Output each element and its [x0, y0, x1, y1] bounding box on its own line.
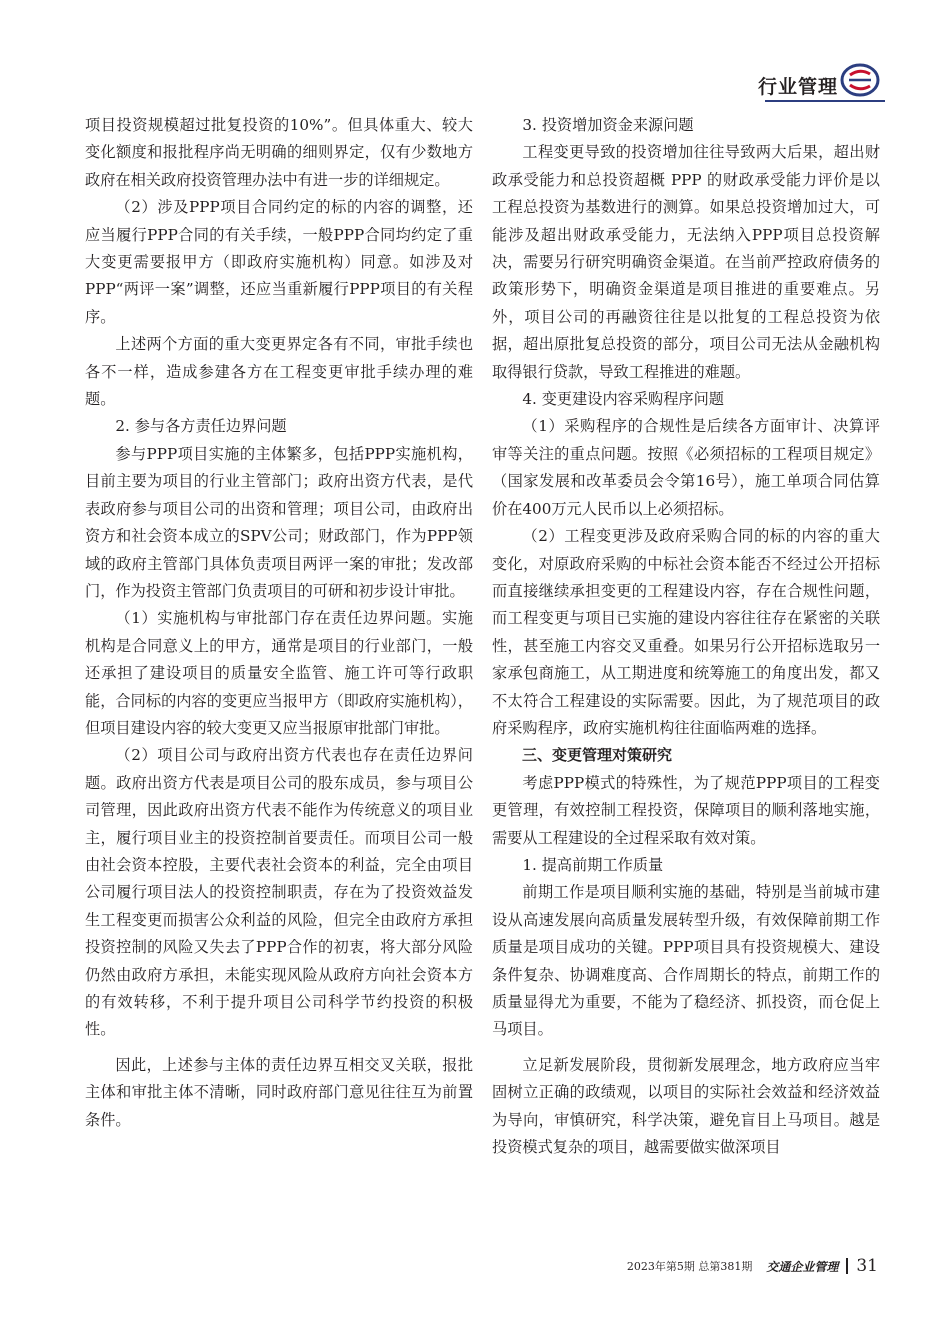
paragraph: （1）实施机构与审批部门存在责任边界问题。实施机构是合同意义上的甲方，通常是项目的行业部门，一般还承担了建设项目的质量安全监管、施工许可等行政职能，合同标的内容的变更应当报甲方（即政府实施机构），但项目建设内容的较大变更又应当报原审批部门审批。	[85, 609, 473, 737]
paragraph: 立足新发展阶段，贯彻新发展理念，地方政府应当牢固树立正确的政绩观，以项目的实际社会效益和经济效益为导向，审慎研究，科学决策，避免盲目上马项目。越是投资模式复杂的项目，越需要做实做深项目	[492, 1055, 880, 1157]
paragraph: 工程变更导致的投资增加往往导致两大后果，超出财政承受能力和总投资超概 PPP 的财政承受能力评价是以工程总投资为基数进行的测算。如果总投资增加过大，可能涉及超出财政承受能力，无法纳入PPP项目总投资解决，需要另行研究明确资金渠道。在当前严控政府债务的政策形势下，明确资金渠道是项目推进的重要难点。另外，项目公司的再融资往往是以批复的工程总投资为依据，超出原批复总投资的部分，项目公司无法从金融机构取得银行贷款，导致工程推进的难题。	[492, 143, 880, 381]
paragraph: （2）项目公司与政府出资方代表也存在责任边界问题。政府出资方代表是项目公司的股东成员，参与项目公司管理，因此政府出资方代表不能作为传统意义的项目业主，履行项目业主的投资控制首要责任。而项目公司一般由社会资本控股，主要代表社会资本的利益，完全由项目公司履行项目法人的投资控制职责，存在为了投资效益发生工程变更而损害公众利益的风险，但完全由政府方承担投资控制的风险又失去了PPP合作的初衷，将大部分风险仍然由政府方承担，未能实现风险从政府方向社会资本方的有效转移，不利于提升项目公司科学节约投资的积极性。	[85, 746, 473, 1039]
page-footer	[627, 1254, 878, 1278]
section-title: 行业管理	[757, 76, 838, 98]
subheading: 3. 投资增加资金来源问题	[522, 116, 694, 134]
paragraph: （2）涉及PPP项目合同约定的标的内容的调整，还应当履行PPP合同的有关手续，一般PPP合同均约定了重大变更需要报甲方（即政府实施机构）同意。如涉及对PPP“两评一案”调整，还应当重新履行PPP项目的有关程序。	[85, 198, 473, 326]
page-number: 31	[856, 1256, 878, 1276]
header-rule	[765, 100, 885, 102]
section-heading: 三、变更管理对策研究	[522, 746, 673, 765]
paragraph: （2）工程变更涉及政府采购合同的标的内容的重大变化，对原政府采购的中标社会资本能否不经过公开招标而直接继续承担变更的工程建设内容，存在合规性问题，而工程变更与项目已实施的建设内容往往存在紧密的关联性，甚至施工内容交叉重叠。如果另行公开招标选取另一家承包商施工，从工期进度和统筹施工的角度出发，都又不太符合工程建设的实际需要。因此，为了规范项目的政府采购程序，政府实施机构往往面临两难的选择。	[492, 527, 880, 737]
right-column	[492, 112, 880, 1161]
journal-name: 交通企业管理	[766, 1259, 839, 1274]
subheading: 2. 参与各方责任边界问题	[115, 417, 287, 436]
paragraph: （1）采购程序的合规性是后续各方面审计、决算评审等关注的重点问题。按照《必须招标的工程项目规定》（国家发展和改革委员会令第16号），施工单项合同估算价在400万元人民币以上必须招标。	[492, 417, 880, 518]
paragraph: 上述两个方面的重大变更界定各有不同，审批手续也各不一样，造成参建各方在工程变更审批手续办理的难题。	[85, 335, 473, 409]
paragraph: 项目投资规模超过批复投资的10%”。但具体重大、较大变化额度和报批程序尚无明确的细则界定，仅有少数地方政府在相关政府投资管理办法中有进一步的详细规定。	[85, 116, 473, 189]
paragraph: 参与PPP项目实施的主体繁多，包括PPP实施机构，目前主要为项目的行业主管部门；政府出资方代表，是代表政府参与项目公司的出资和管理；项目公司，由政府出资方和社会资本成立的SPV公司；财政部门，作为PPP领域的政府主管部门具体负责项目两评一案的审批；发改部门，作为投资主管部门负责项目的可研和初步设计审批。	[85, 444, 473, 600]
paragraph: 因此，上述参与主体的责任边界互相交叉关联，报批主体和审批主体不清晰，同时政府部门意见往往互为前置条件。	[85, 1055, 473, 1129]
gs-logo-icon	[840, 62, 880, 98]
left-column	[85, 112, 473, 1134]
paragraph: 前期工作是项目顺利实施的基础，特别是当前城市建设从高速发展向高质量发展转型升级，有效保障前期工作质量是项目成功的关键。PPP项目具有投资规模大、建设条件复杂、协调难度高、合作周期长的特点，前期工作的质量显得尤为重要，不能为了稳经济、抓投资，而仓促上马项目。	[492, 883, 880, 1039]
paragraph: 考虑PPP模式的特殊性，为了规范PPP项目的工程变更管理，有效控制工程投资，保障项目的顺利落地实施，需要从工程建设的全过程采取有效对策。	[492, 773, 880, 847]
footer-divider	[846, 1258, 848, 1274]
issue-info: 2023年第5期 总第381期	[626, 1260, 753, 1273]
subheading: 4. 变更建设内容采购程序问题	[522, 390, 724, 409]
subheading: 1. 提高前期工作质量	[522, 855, 664, 874]
page-header	[0, 0, 950, 112]
